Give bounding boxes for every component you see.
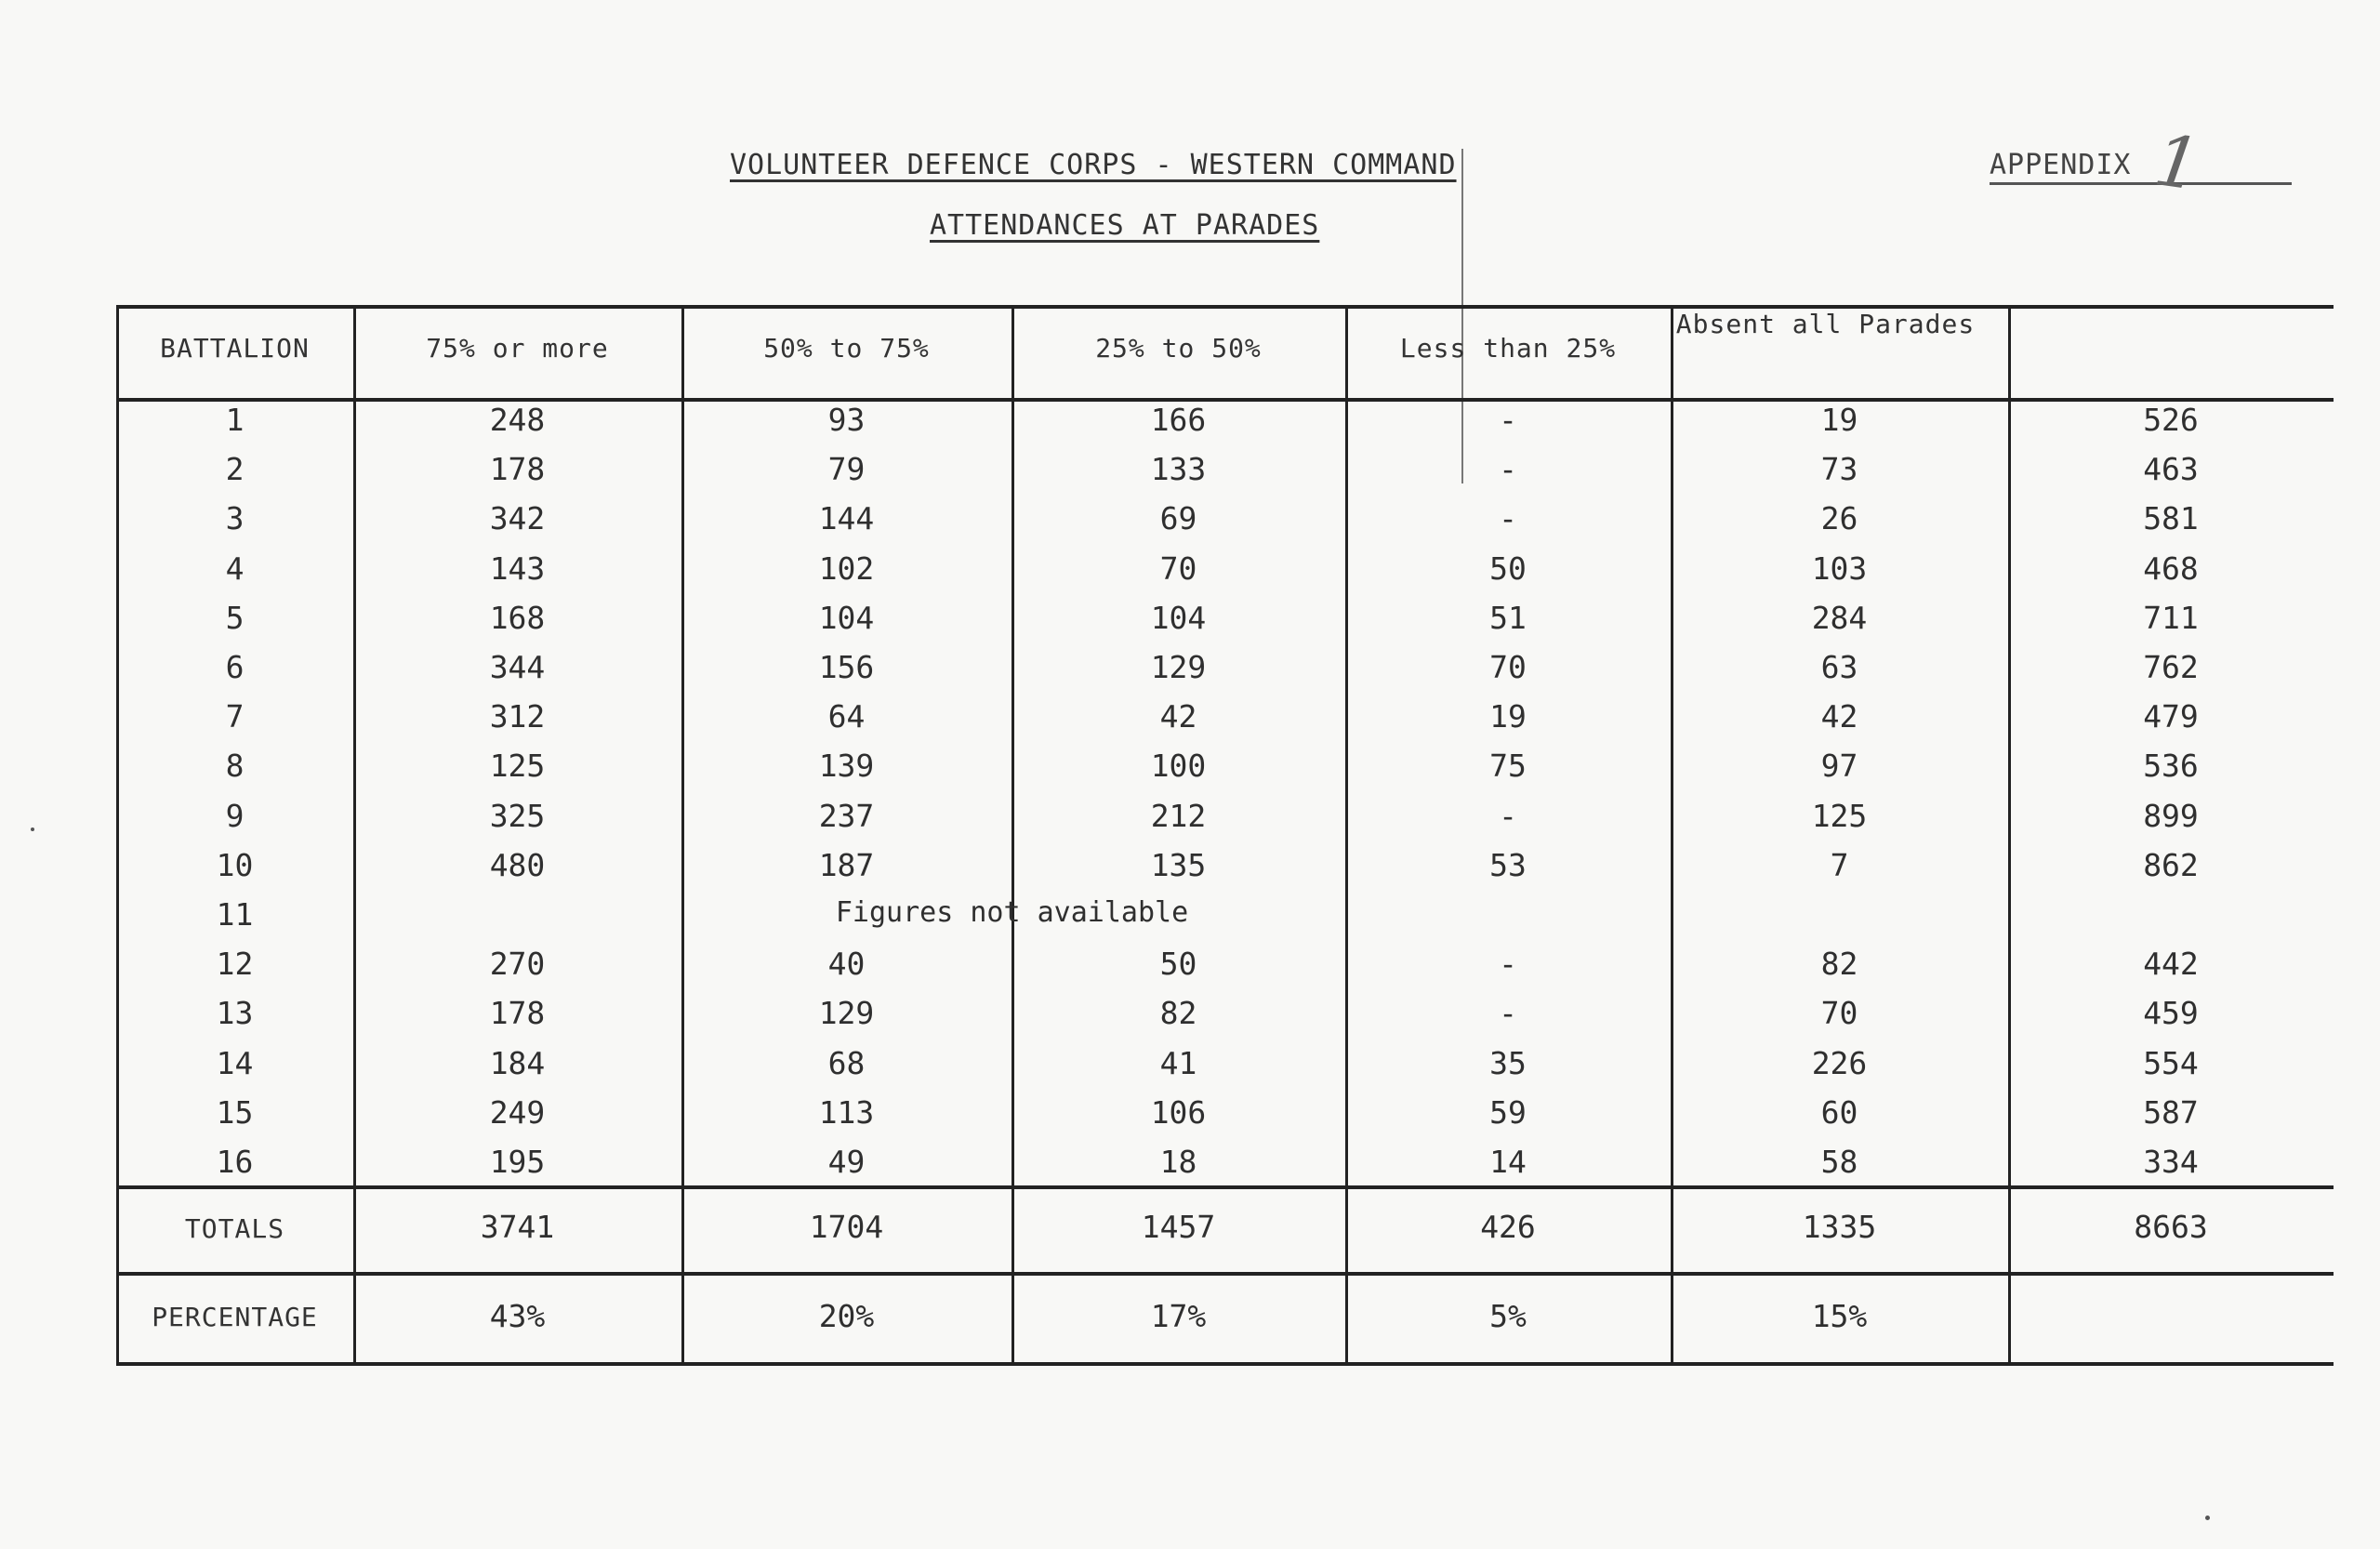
figures-not-available-note: Figures not available (835, 896, 1189, 929)
table-cell: 97 (1820, 748, 1858, 785)
appendix-number: 1 (2149, 118, 2206, 206)
table-rule (116, 1362, 2334, 1366)
battalion-number: 10 (216, 846, 254, 883)
column-header: 50% to 75% (763, 333, 930, 364)
totals-cell: 426 (1480, 1209, 1536, 1245)
table-cell: 100 (1150, 748, 1207, 785)
table-cell: 862 (2143, 846, 2199, 883)
table-cell: 168 (489, 599, 546, 636)
battalion-number: 9 (225, 797, 245, 834)
column-header: 75% or more (426, 333, 609, 364)
battalion-number: 2 (225, 451, 245, 488)
table-cell: 68 (827, 1044, 866, 1081)
table-cell: 106 (1150, 1093, 1207, 1131)
table-cell: 226 (1811, 1044, 1868, 1081)
table-rule (116, 305, 2334, 309)
percentage-cell: 17% (1150, 1298, 1207, 1334)
table-cell: 125 (489, 748, 546, 785)
percentage-cell: 15% (1811, 1298, 1868, 1334)
table-cell: 64 (827, 698, 866, 735)
table-rule (116, 1272, 2334, 1276)
totals-cell: 1457 (1141, 1209, 1216, 1245)
table-cell: 42 (1159, 698, 1197, 735)
table-cell: 129 (1150, 649, 1207, 685)
table-cell: 334 (2143, 1144, 2199, 1180)
battalion-number: 5 (225, 599, 245, 636)
battalion-number: 12 (216, 946, 254, 983)
column-header: 25% to 50% (1095, 333, 1262, 364)
table-cell: 50 (1159, 946, 1197, 983)
table-cell: 166 (1150, 402, 1207, 438)
table-cell: 899 (2143, 797, 2199, 834)
table-cell: 156 (818, 649, 875, 685)
table-cell: 526 (2143, 402, 2199, 438)
table-cell: 102 (818, 549, 875, 587)
table-cell: 51 (1489, 599, 1527, 636)
table-cell: 184 (489, 1044, 546, 1081)
percentage-label: PERCENTAGE (152, 1302, 318, 1332)
column-header: BATTALION (160, 333, 310, 364)
table-cell: 50 (1489, 549, 1527, 587)
table-cell: 468 (2143, 549, 2199, 587)
battalion-number: 14 (216, 1044, 254, 1081)
table-cell: 135 (1150, 846, 1207, 883)
table-cell: 554 (2143, 1044, 2199, 1081)
table-cell: 312 (489, 698, 546, 735)
table-cell: 19 (1489, 698, 1527, 735)
battalion-number: 11 (216, 896, 254, 933)
table-cell: 14 (1489, 1144, 1527, 1180)
battalion-number: 13 (216, 995, 254, 1032)
table-cell: 63 (1820, 649, 1858, 685)
table-cell: 711 (2143, 599, 2199, 636)
table-cell: 129 (818, 995, 875, 1032)
table-cell: 442 (2143, 946, 2199, 983)
totals-cell: 8663 (2134, 1209, 2208, 1245)
table-cell: 104 (818, 599, 875, 636)
table-cell: 479 (2143, 698, 2199, 735)
battalion-number: 7 (225, 698, 245, 735)
document-title: VOLUNTEER DEFENCE CORPS - WESTERN COMMAND (730, 149, 1457, 181)
battalion-number: 1 (225, 402, 245, 438)
table-cell: 212 (1150, 797, 1207, 834)
table-cell: 59 (1489, 1093, 1527, 1131)
table-cell: - (1499, 500, 1517, 537)
table-cell: - (1499, 451, 1517, 488)
totals-cell: 1704 (809, 1209, 884, 1245)
table-cell: 69 (1159, 500, 1197, 537)
table-cell: 195 (489, 1144, 546, 1180)
table-cell: 41 (1159, 1044, 1197, 1081)
table-cell: 125 (1811, 797, 1868, 834)
table-cell: 103 (1811, 549, 1868, 587)
battalion-number: 3 (225, 500, 245, 537)
table-cell: 70 (1159, 549, 1197, 587)
table-cell: 178 (489, 451, 546, 488)
table-cell: 53 (1489, 846, 1527, 883)
table-cell: - (1499, 402, 1517, 438)
table-cell: 113 (818, 1093, 875, 1131)
document-subtitle: ATTENDANCES AT PARADES (930, 209, 1320, 242)
totals-label: TOTALS (184, 1213, 285, 1244)
table-cell: 459 (2143, 995, 2199, 1032)
table-cell: - (1499, 946, 1517, 983)
table-cell: 342 (489, 500, 546, 537)
percentage-cell: 43% (489, 1298, 546, 1334)
paper-speck (2205, 1516, 2210, 1520)
table-cell: 237 (818, 797, 875, 834)
table-cell: 18 (1159, 1144, 1197, 1180)
table-cell: 139 (818, 748, 875, 785)
table-cell: 35 (1489, 1044, 1527, 1081)
table-cell: 26 (1820, 500, 1858, 537)
table-cell: 187 (818, 846, 875, 883)
battalion-number: 16 (216, 1144, 254, 1180)
table-cell: 270 (489, 946, 546, 983)
table-cell: 70 (1820, 995, 1858, 1032)
column-header: Less than 25% (1399, 333, 1617, 364)
percentage-cell: 5% (1489, 1298, 1527, 1334)
paper-speck (31, 827, 34, 831)
table-cell: 93 (827, 402, 866, 438)
table-rule (116, 1185, 2334, 1189)
percentage-cell: 20% (818, 1298, 875, 1334)
table-cell: 536 (2143, 748, 2199, 785)
appendix-label: APPENDIX (1990, 149, 2132, 181)
table-cell: - (1499, 995, 1517, 1032)
table-cell: 60 (1820, 1093, 1858, 1131)
table-cell: 82 (1820, 946, 1858, 983)
table-cell: 762 (2143, 649, 2199, 685)
table-cell: 284 (1811, 599, 1868, 636)
table-cell: 104 (1150, 599, 1207, 636)
battalion-number: 4 (225, 549, 245, 587)
table-cell: 463 (2143, 451, 2199, 488)
battalion-number: 8 (225, 748, 245, 785)
table-cell: 587 (2143, 1093, 2199, 1131)
totals-cell: 1335 (1802, 1209, 1877, 1245)
table-cell: 42 (1820, 698, 1858, 735)
table-cell: 73 (1820, 451, 1858, 488)
appendix-underline (1990, 182, 2292, 185)
table-cell: 40 (827, 946, 866, 983)
table-cell: 7 (1830, 846, 1849, 883)
totals-cell: 3741 (480, 1209, 555, 1245)
table-cell: 79 (827, 451, 866, 488)
table-cell: 325 (489, 797, 546, 834)
table-cell: 581 (2143, 500, 2199, 537)
table-cell: 133 (1150, 451, 1207, 488)
column-header: Absent all Parades (1675, 309, 1976, 339)
table-cell: 19 (1820, 402, 1858, 438)
battalion-number: 6 (225, 649, 245, 685)
table-cell: 249 (489, 1093, 546, 1131)
table-cell: 75 (1489, 748, 1527, 785)
table-cell: 58 (1820, 1144, 1858, 1180)
table-cell: 49 (827, 1144, 866, 1180)
table-cell: 344 (489, 649, 546, 685)
table-cell: 144 (818, 500, 875, 537)
table-cell: 143 (489, 549, 546, 587)
table-cell: 178 (489, 995, 546, 1032)
battalion-number: 15 (216, 1093, 254, 1131)
table-cell: 248 (489, 402, 546, 438)
table-cell: 82 (1159, 995, 1197, 1032)
table-cell: 70 (1489, 649, 1527, 685)
table-cell: 480 (489, 846, 546, 883)
table-cell: - (1499, 797, 1517, 834)
